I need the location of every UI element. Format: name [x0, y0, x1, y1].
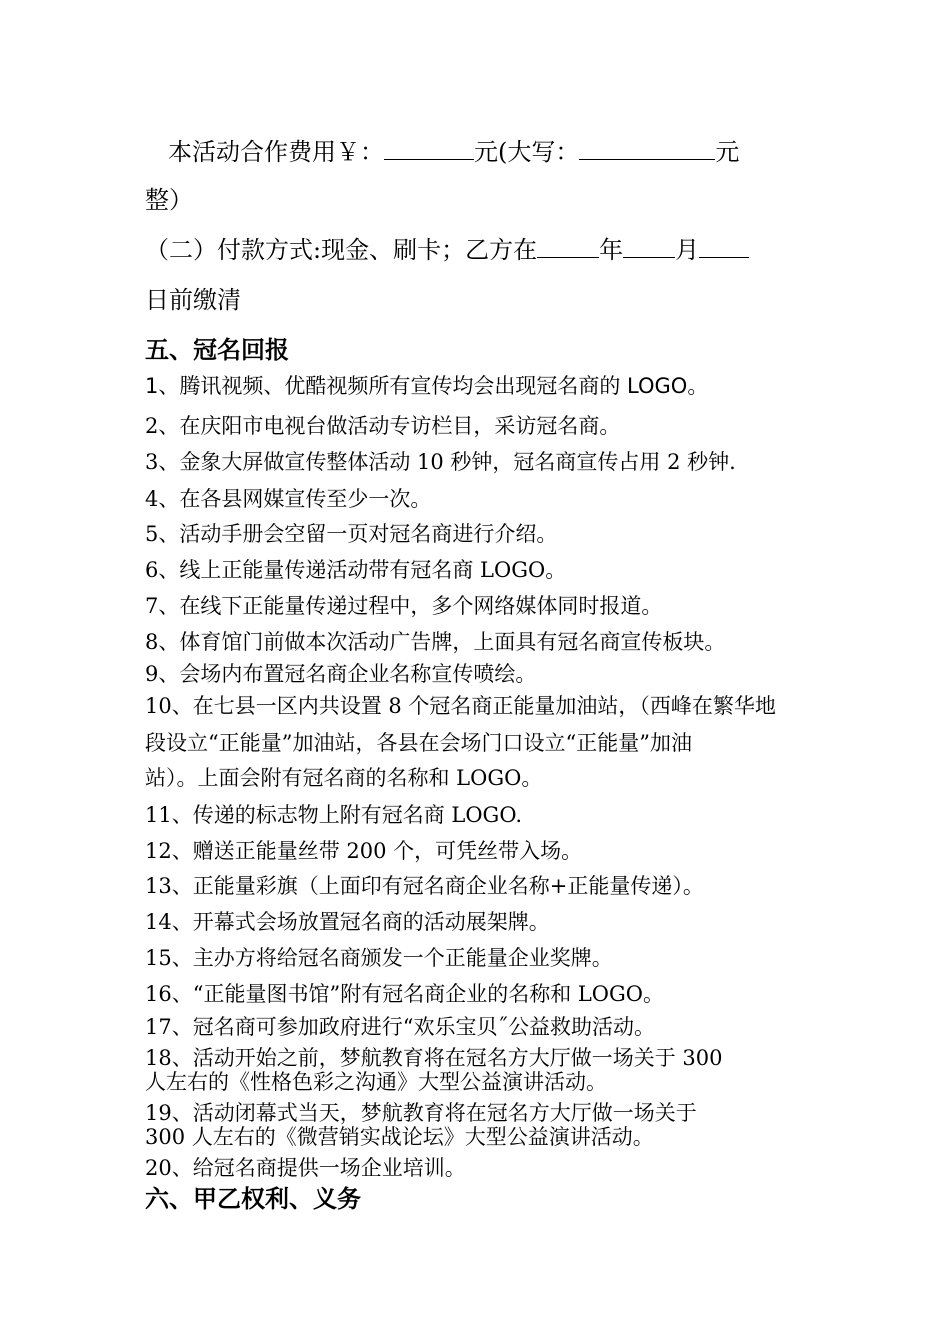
list-item: 7、在线下正能量传递过程中，多个网络媒体同时报道。 — [145, 594, 663, 618]
fee-prefix: 本活动合作费用￥： — [168, 138, 384, 166]
list-item: 11、传递的标志物上附有冠名商 LOGO. — [145, 803, 522, 827]
list-item: 18、活动开始之前，梦航教育将在冠名方大厅做一场关于 300 — [145, 1046, 723, 1070]
list-item: 17、冠名商可参加政府进行“欢乐宝贝˝公益救助活动。 — [145, 1015, 655, 1039]
payment-month: 月 — [675, 236, 700, 264]
payment-line-cont: 日前缴清 — [145, 286, 241, 314]
list-item: 13、正能量彩旗（上面印有冠名商企业名称+正能量传递）。 — [145, 874, 704, 898]
fee-line-cont: 整） — [145, 186, 193, 214]
fee-line — [168, 136, 739, 168]
list-item: 8、体育馆门前做本次活动广告牌，上面具有冠名商宣传板块。 — [145, 630, 726, 654]
list-item: 6、线上正能量传递活动带有冠名商 LOGO。 — [145, 558, 567, 582]
list-item: 人左右的《性格色彩之沟通》大型公益演讲活动。 — [145, 1070, 607, 1094]
list-item: 19、活动闭幕式当天，梦航教育将在冠名方大厅做一场关于 — [145, 1101, 697, 1125]
fee-suffix: 元 — [715, 138, 740, 166]
fee-mid: 元(大写： — [474, 138, 580, 166]
list-item: 2、在庆阳市电视台做活动专访栏目，采访冠名商。 — [145, 414, 621, 438]
fee-capital-blank — [579, 137, 715, 160]
section-5-heading: 五、冠名回报 — [145, 336, 289, 364]
list-item: 10、在七县一区内共设置 8 个冠名商正能量加油站，（西峰在繁华地 — [145, 694, 776, 718]
list-item: 16、“正能量图书馆”附有冠名商企业的名称和 LOGO。 — [145, 982, 665, 1006]
list-item: 5、活动手册会空留一页对冠名商进行介绍。 — [145, 522, 558, 546]
payment-line — [145, 234, 749, 266]
list-item: 4、在各县网媒宣传至少一次。 — [145, 487, 432, 511]
section-6-heading: 六、甲乙权利、义务 — [145, 1185, 361, 1213]
list-item: 300 人左右的《微营销实战论坛》大型公益演讲活动。 — [145, 1125, 654, 1149]
list-item: 12、赠送正能量丝带 200 个，可凭丝带入场。 — [145, 839, 583, 863]
list-item: 9、会场内布置冠名商企业名称宣传喷绘。 — [145, 662, 537, 686]
list-item: 15、主办方将给冠名商颁发一个正能量企业奖牌。 — [145, 946, 613, 970]
payment-day-blank — [699, 235, 749, 258]
list-item: 站）。上面会附有冠名商的名称和 LOGO。 — [145, 766, 543, 790]
fee-amount-blank — [384, 137, 474, 160]
payment-year: 年 — [599, 236, 624, 264]
list-item: 段设立“正能量”加油站，各县在会场门口设立“正能量”加油 — [145, 731, 692, 755]
list-item: 3、金象大屏做宣传整体活动 10 秒钟，冠名商宣传占用 2 秒钟. — [145, 450, 736, 474]
payment-month-blank — [623, 235, 675, 258]
list-item: 1、腾讯视频、优酷视频所有宣传均会出现冠名商的 LOGO。 — [145, 374, 709, 398]
payment-prefix: （二）付款方式:现金、刷卡；乙方在 — [145, 236, 538, 264]
payment-year-blank — [537, 235, 599, 258]
list-item: 20、给冠名商提供一场企业培训。 — [145, 1156, 466, 1180]
list-item: 14、开幕式会场放置冠名商的活动展架牌。 — [145, 910, 550, 934]
